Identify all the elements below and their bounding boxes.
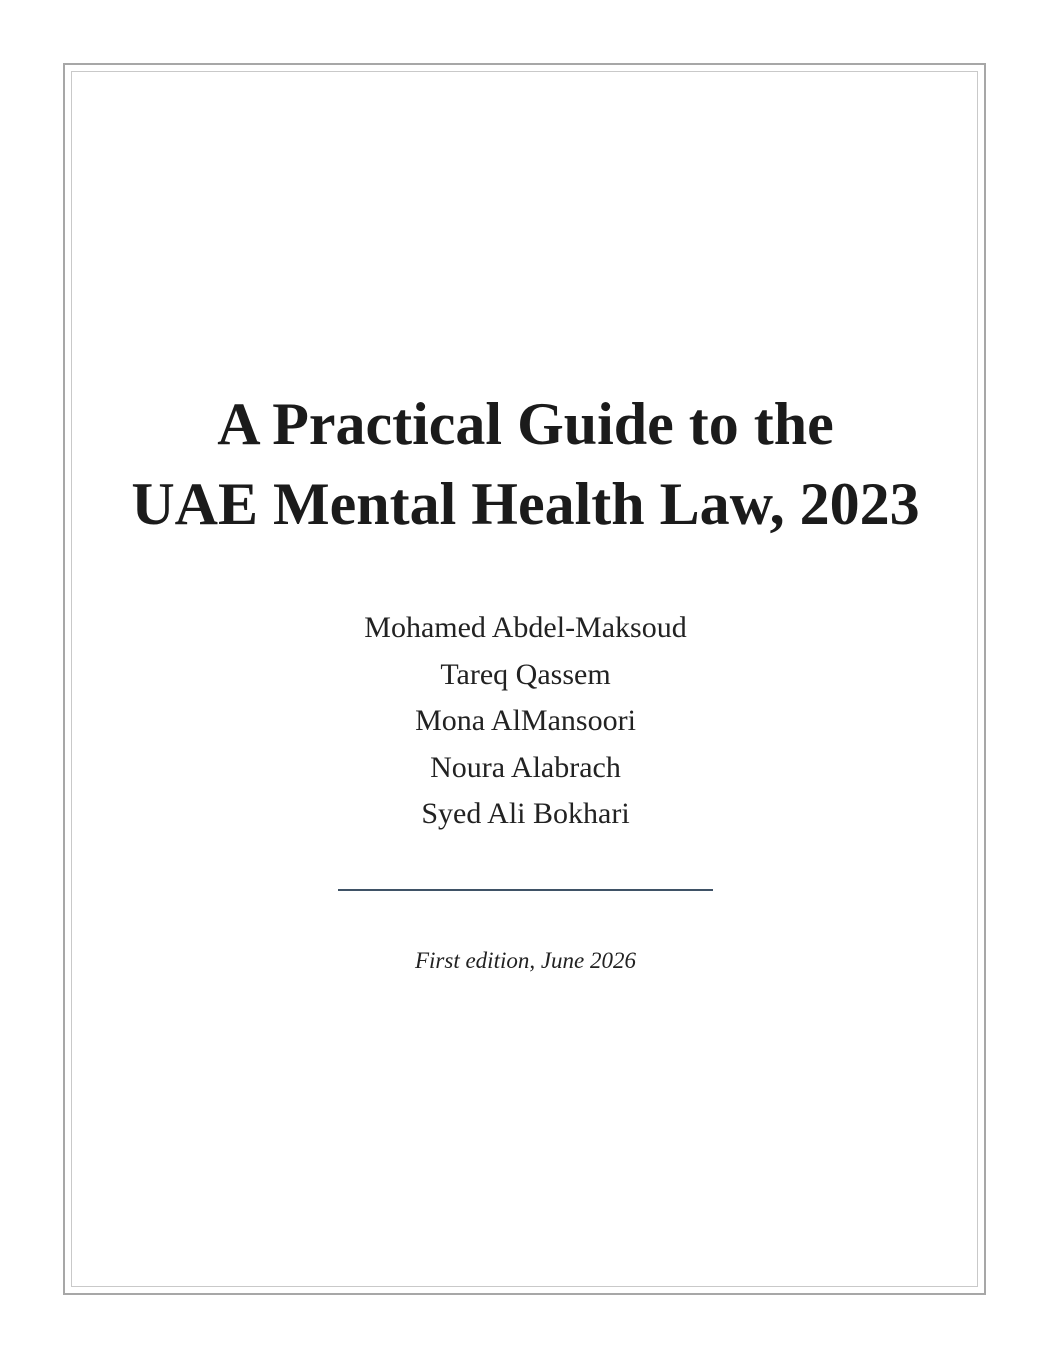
document-title: [0, 384, 1051, 544]
author-name: Noura Alabrach: [430, 750, 621, 784]
author-name: Syed Ali Bokhari: [421, 797, 630, 830]
author-name: Tareq Qassem: [440, 657, 611, 691]
author-name: Mohamed Abdel-Maksoud: [364, 611, 687, 644]
edition-note: First edition, June 2026: [414, 948, 637, 973]
divider-rule: [338, 889, 713, 891]
title-line-1: A Practical Guide to the: [217, 391, 834, 457]
author-list: [0, 605, 1051, 838]
title-line-2: UAE Mental Health Law, 2023: [131, 471, 920, 537]
author-name: Mona AlMansoori: [415, 704, 636, 737]
